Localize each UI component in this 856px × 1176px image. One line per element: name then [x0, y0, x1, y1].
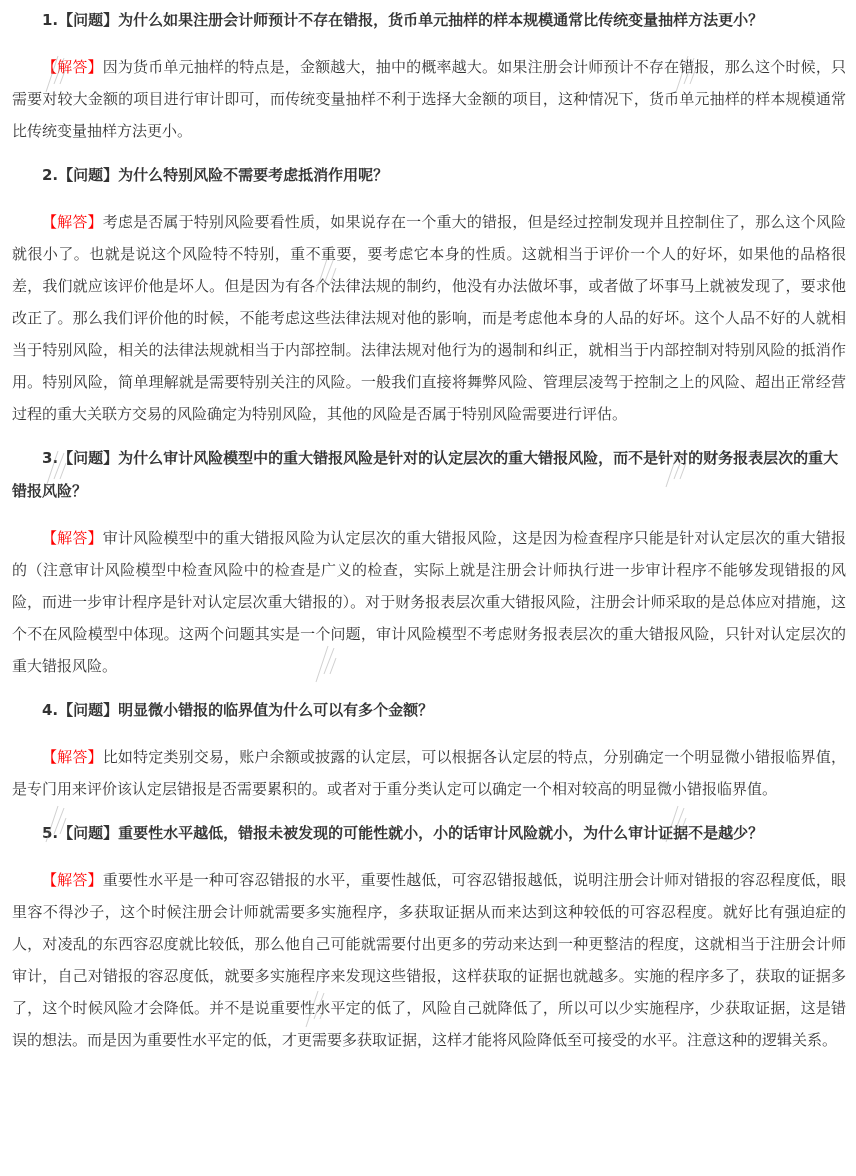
question-1: 1.【问题】为什么如果注册会计师预计不存在错报，货币单元抽样的样本规模通常比传统变量抽样方法更小？ — [42, 11, 764, 29]
answer-label: 【解答】 — [42, 871, 103, 889]
answer-text: 审计风险模型中的重大错报风险为认定层次的重大错报风险，这是因为检查程序只能是针对认定层次的重大错报的（注意审计风险模型中检查风险中的检查是广义的检查，实际上就是注册会计师执行进一步审计程序不能够发现错报的风险，而进一步审计程序是针对认定层次重大错报的）。对于财务报表层次重大错报风险，注册会计师采取的是总体应对措施，这个不在风险模型中体现。这两个问题其实是一个问题，审计风险模型不考虑财务报表层次的重大错报风险，只针对认定层次的重大错报风险。 — [12, 529, 846, 675]
answer-2 — [12, 206, 846, 430]
qa-document — [0, 4, 856, 1056]
answer-3 — [12, 522, 846, 682]
answer-label: 【解答】 — [42, 58, 103, 76]
answer-1 — [12, 51, 846, 147]
answer-4 — [12, 741, 846, 805]
answer-label: 【解答】 — [42, 213, 103, 231]
question-4: 4.【问题】明显微小错报的临界值为什么可以有多个金额？ — [42, 701, 434, 719]
question-5: 5.【问题】重要性水平越低，错报未被发现的可能性就小，小的话审计风险就小，为什么审计证据不是越少？ — [42, 824, 764, 842]
question-2: 2.【问题】为什么特别风险不需要考虑抵消作用呢？ — [42, 166, 389, 184]
answer-text: 重要性水平是一种可容忍错报的水平，重要性越低，可容忍错报越低，说明注册会计师对错报的容忍程度低，眼里容不得沙子，这个时候注册会计师就需要多实施程序，多获取证据从而来达到这种较低的可容忍程度。就好比有强迫症的人，对凌乱的东西容忍度就比较低，那么他自己可能就需要付出更多的劳动来达到一种更整洁的程度，这就相当于注册会计师审计，自己对错报的容忍度低，就要多实施程序来发现这些错报，这样获取的证据也就越多。实施的程序多了，获取的证据多了，这个时候风险才会降低。并不是说重要性水平定的低了，风险自己就降低了，所以可以少实施程序，少获取证据，这是错误的想法。而是因为重要性水平定的低，才更需要多获取证据，这样才能将风险降低至可接受的水平。注意这种的逻辑关系。 — [12, 871, 846, 1049]
answer-text: 因为货币单元抽样的特点是，金额越大，抽中的概率越大。如果注册会计师预计不存在错报，那么这个时候，只需要对较大金额的项目进行审计即可，而传统变量抽样不利于选择大金额的项目，这种情况下，货币单元抽样的样本规模通常比传统变量抽样方法更小。 — [12, 58, 846, 140]
answer-label: 【解答】 — [42, 748, 103, 766]
answer-5 — [12, 864, 846, 1056]
answer-text: 考虑是否属于特别风险要看性质，如果说存在一个重大的错报，但是经过控制发现并且控制住了，那么这个风险就很小了。也就是说这个风险特不特别，重不重要，要考虑它本身的性质。这就相当于评价一个人的好坏，如果他的品格很差，我们就应该评价他是坏人。但是因为有各个法律法规的制约，他没有办法做坏事，或者做了坏事马上就被发现了，要求他改正了。那么我们评价他的时候，不能考虑这些法律法规对他的影响，而是考虑他本身的人品的好坏。这个人品不好的人就相当于特别风险，相关的法律法规就相当于内部控制。法律法规对他行为的遏制和纠正，就相当于内部控制对特别风险的抵消作用。特别风险，简单理解就是需要特别关注的风险。一般我们直接将舞弊风险、管理层凌驾于控制之上的风险、超出正常经营过程的重大关联方交易的风险确定为特别风险，其他的风险是否属于特别风险需要进行评估。 — [12, 213, 846, 423]
answer-label: 【解答】 — [42, 529, 103, 547]
question-3: 3.【问题】为什么审计风险模型中的重大错报风险是针对的认定层次的重大错报风险，而不是针对的财务报表层次的重大错报风险？ — [12, 449, 839, 500]
answer-text: 比如特定类别交易，账户余额或披露的认定层，可以根据各认定层的特点，分别确定一个明显微小错报临界值，是专门用来评价该认定层错报是否需要累积的。或者对于重分类认定可以确定一个相对较高的明显微小错报临界值。 — [12, 748, 846, 798]
